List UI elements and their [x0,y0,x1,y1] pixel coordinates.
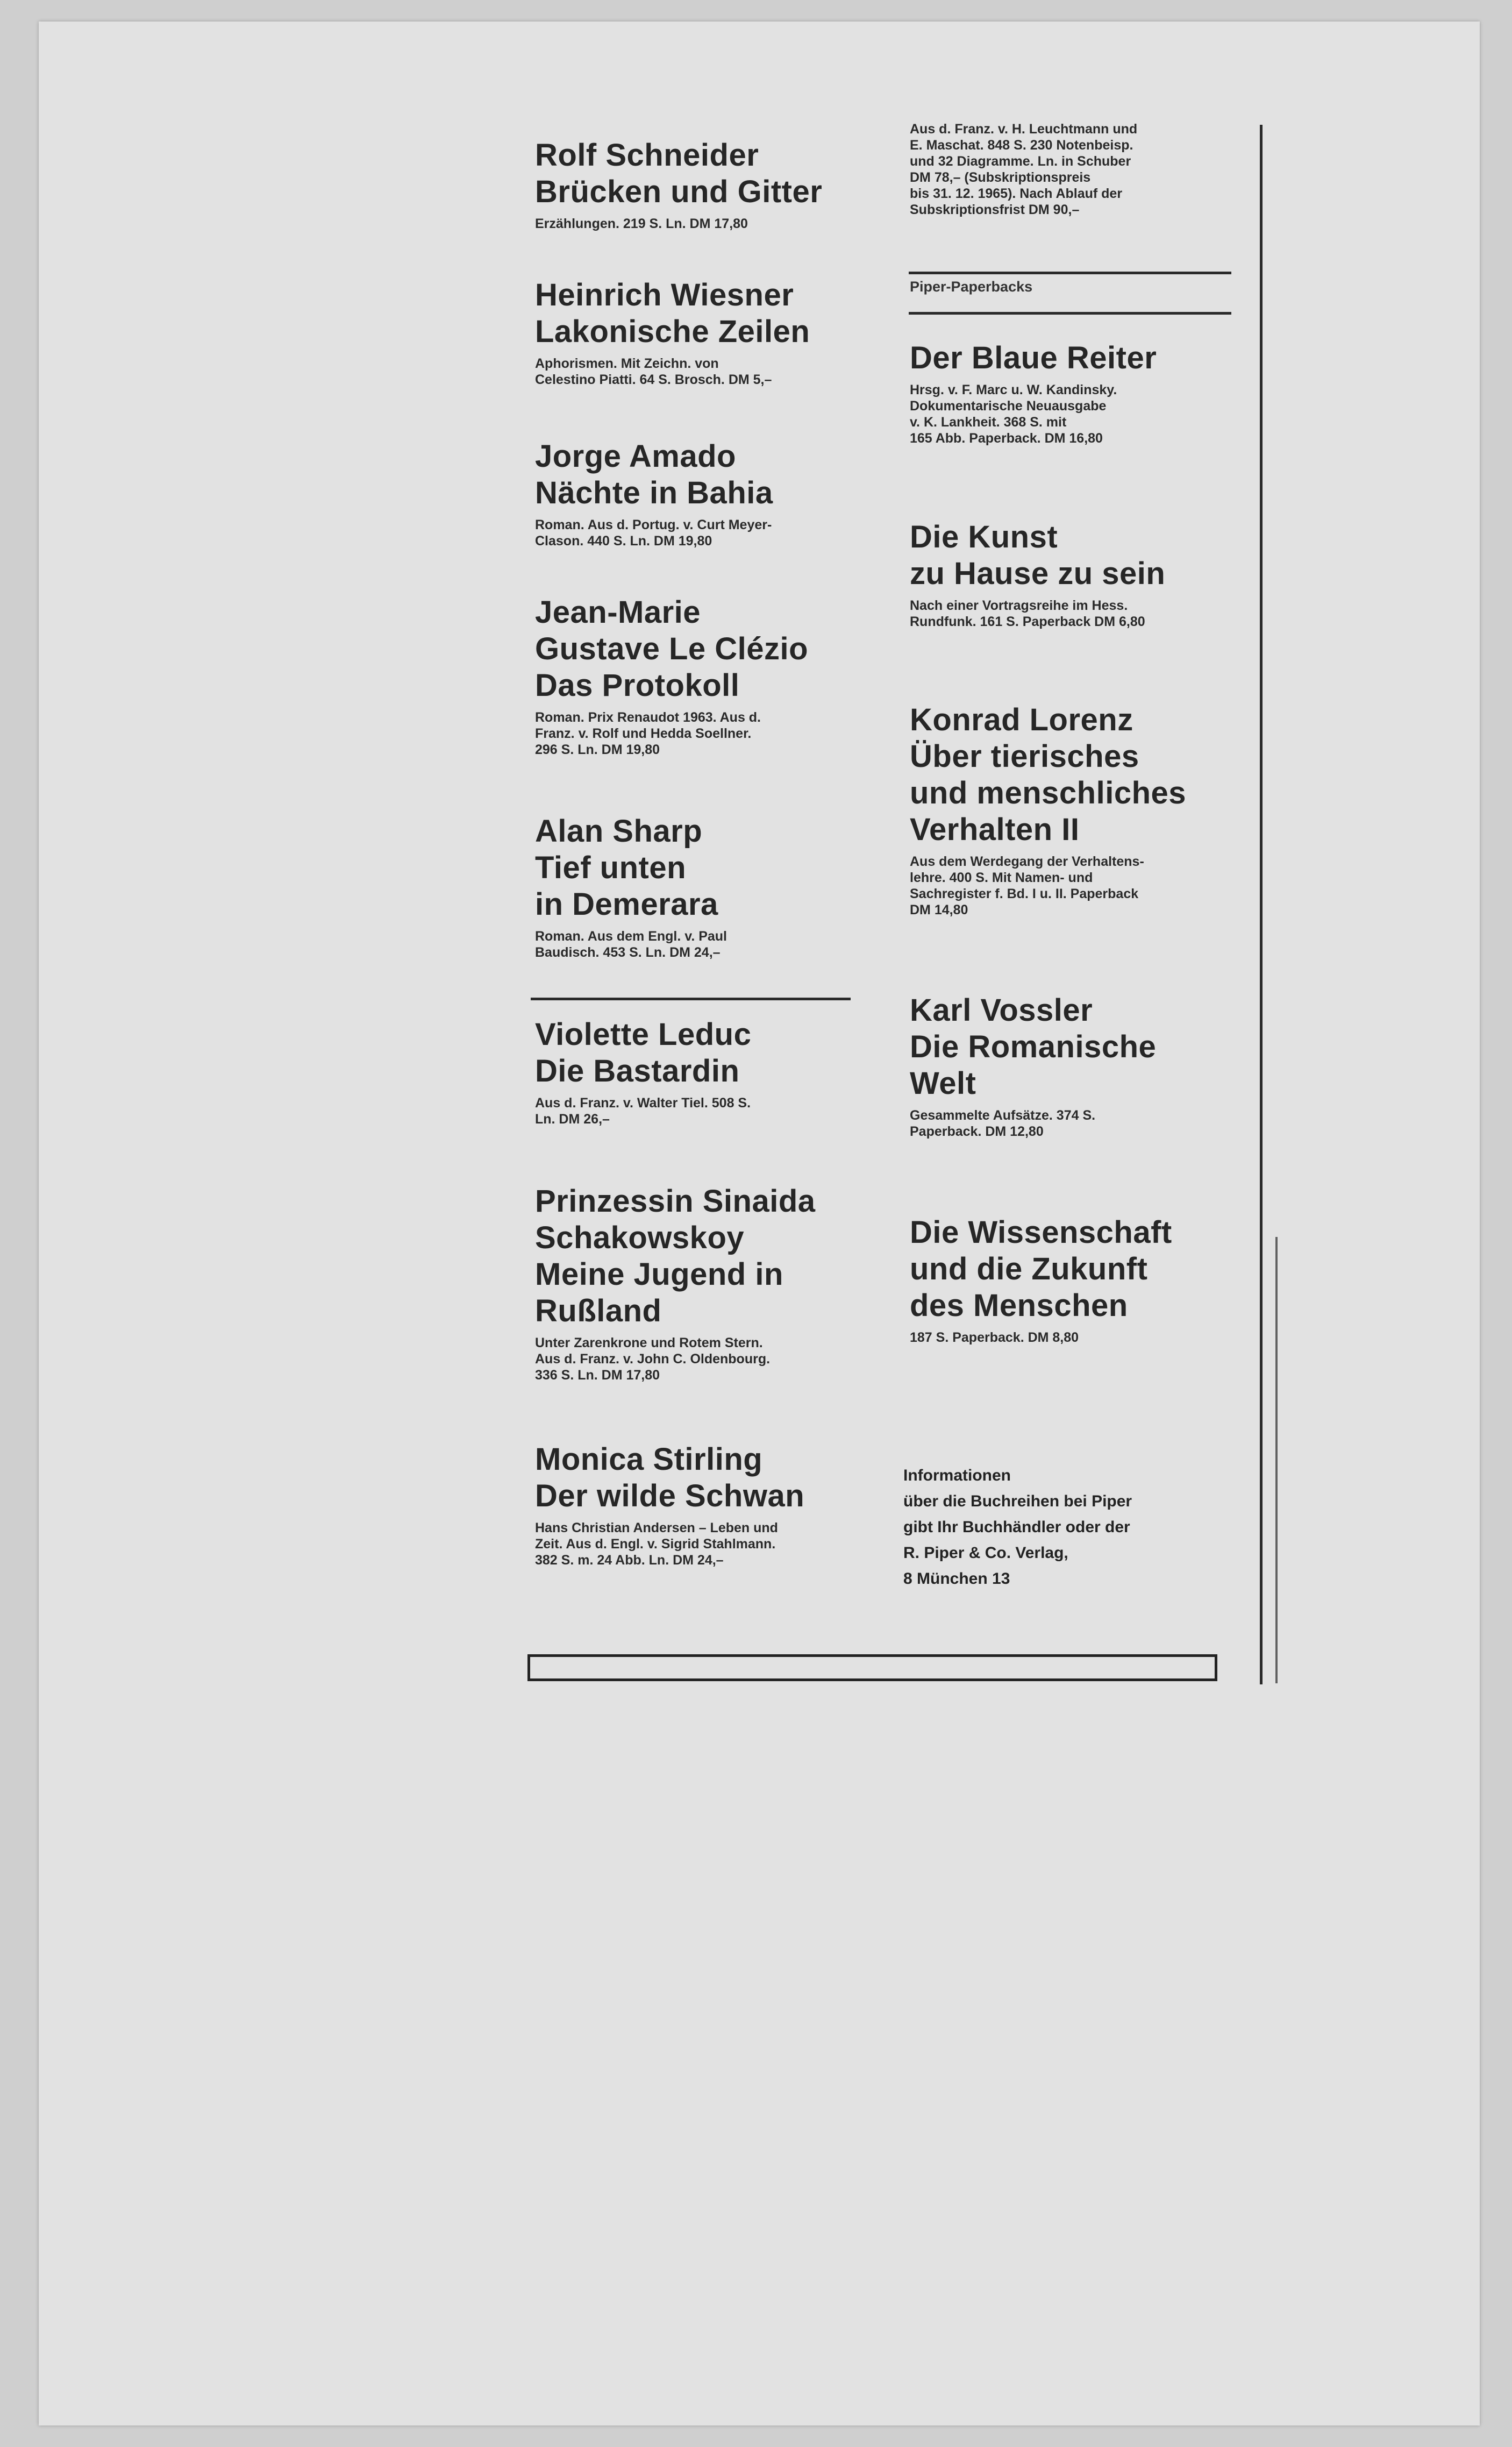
book-title: Der Blaue Reiter [910,340,1157,375]
book-title: Meine Jugend in [535,1257,783,1292]
book-listing [535,594,879,758]
book-title: und die Zukunft [910,1251,1148,1286]
book-listing-continued [910,121,1243,218]
book-author: Jean-Marie [535,595,701,630]
book-listing [535,438,879,549]
book-author: Alan Sharp [535,814,703,849]
book-title: Brücken und Gitter [535,174,823,209]
divider [909,272,1231,274]
book-title: Die Bastardin [535,1054,740,1089]
book-details: Aus d. Franz. v. H. Leuchtmann und E. Maschat. 848 S. 230 Notenbeisp. und 32 Diagramme. Ln. in Schuber DM 78,– (Subskriptionspreis bis 31. 12. 1965). Nach Ablauf der Subskriptionsfrist DM 90,– [910,122,1138,217]
book-title: in Demerara [535,887,718,922]
book-title: Welt [910,1066,976,1101]
section-heading: Piper-Paperbacks [910,279,1033,295]
book-title: und menschliches [910,776,1187,810]
book-listing [910,1214,1243,1346]
book-title: Verhalten II [910,812,1080,847]
book-details: Aphorismen. Mit Zeichn. von Celestino Piatti. 64 S. Brosch. DM 5,– [535,356,772,387]
book-author: Monica Stirling [535,1442,763,1477]
book-title: Rußland [535,1293,662,1328]
book-listing [910,340,1243,446]
book-listing [535,813,879,961]
book-details: Roman. Prix Renaudot 1963. Aus d. Franz. v. Rolf und Hedda Soellner. 296 S. Ln. DM 19,80 [535,710,761,757]
book-title: Lakonische Zeilen [535,314,810,349]
book-title: Die Wissenschaft [910,1215,1172,1250]
book-details: Roman. Aus dem Engl. v. Paul Baudisch. 453 S. Ln. DM 24,– [535,929,728,960]
book-details: Hans Christian Andersen – Leben und Zeit. Aus d. Engl. v. Sigrid Stahlmann. 382 S. m. 24 Abb. Ln. DM 24,– [535,1520,778,1568]
bottom-frame-bar [527,1654,1217,1681]
book-title: Die Kunst [910,520,1058,554]
book-listing [535,1016,879,1127]
book-author: Rolf Schneider [535,138,759,173]
book-details: Aus d. Franz. v. Walter Tiel. 508 S. Ln. DM 26,– [535,1096,751,1127]
divider [909,312,1231,315]
book-listing [910,519,1243,630]
book-author: Heinrich Wiesner [535,278,794,312]
publisher-info: Informationen über die Buchreihen bei Piper gibt Ihr Buchhändler oder der R. Piper & Co. Verlag, 8 München 13 [903,1467,1132,1588]
book-listing [910,992,1243,1140]
book-author: Schakowskoy [535,1220,745,1255]
book-title: Das Protokoll [535,668,740,703]
book-author: Karl Vossler [910,993,1093,1028]
book-author: Gustave Le Clézio [535,631,809,666]
book-author: Jorge Amado [535,439,736,474]
book-details: Aus dem Werdegang der Verhaltens- lehre. 400 S. Mit Namen- und Sachregister f. Bd. I u. II. Paperback DM 14,80 [910,854,1144,917]
book-details: Unter Zarenkrone und Rotem Stern. Aus d. Franz. v. John C. Oldenbourg. 336 S. Ln. DM 17,80 [535,1335,771,1383]
book-author: Violette Leduc [535,1017,752,1052]
book-title: Über tierisches [910,739,1139,774]
book-details: 187 S. Paperback. DM 8,80 [910,1330,1079,1345]
book-title: Nächte in Bahia [535,475,773,510]
book-author: Prinzessin Sinaida [535,1184,816,1219]
book-details: Nach einer Vortragsreihe im Hess. Rundfunk. 161 S. Paperback DM 6,80 [910,598,1145,629]
book-details: Erzählungen. 219 S. Ln. DM 17,80 [535,216,748,231]
book-listing [535,1183,879,1383]
book-listing [910,702,1243,918]
book-details: Gesammelte Aufsätze. 374 S. Paperback. DM 12,80 [910,1108,1096,1139]
book-title: Der wilde Schwan [535,1478,805,1513]
vertical-rule [1260,125,1263,1684]
book-details: Hrsg. v. F. Marc u. W. Kandinsky. Dokumentarische Neuausgabe v. K. Lankheit. 368 S. mit 165 Abb. Paperback. DM 16,80 [910,382,1117,446]
book-listing [535,277,879,388]
book-details: Roman. Aus d. Portug. v. Curt Meyer- Clason. 440 S. Ln. DM 19,80 [535,517,772,549]
book-title: des Menschen [910,1288,1128,1323]
book-listing [535,137,879,232]
divider [531,998,851,1000]
book-title: zu Hause zu sein [910,556,1166,591]
book-listing [535,1441,879,1568]
book-author: Konrad Lorenz [910,702,1133,737]
book-title: Die Romanische [910,1029,1157,1064]
book-title: Tief unten [535,850,687,885]
vertical-rule [1275,1237,1278,1683]
